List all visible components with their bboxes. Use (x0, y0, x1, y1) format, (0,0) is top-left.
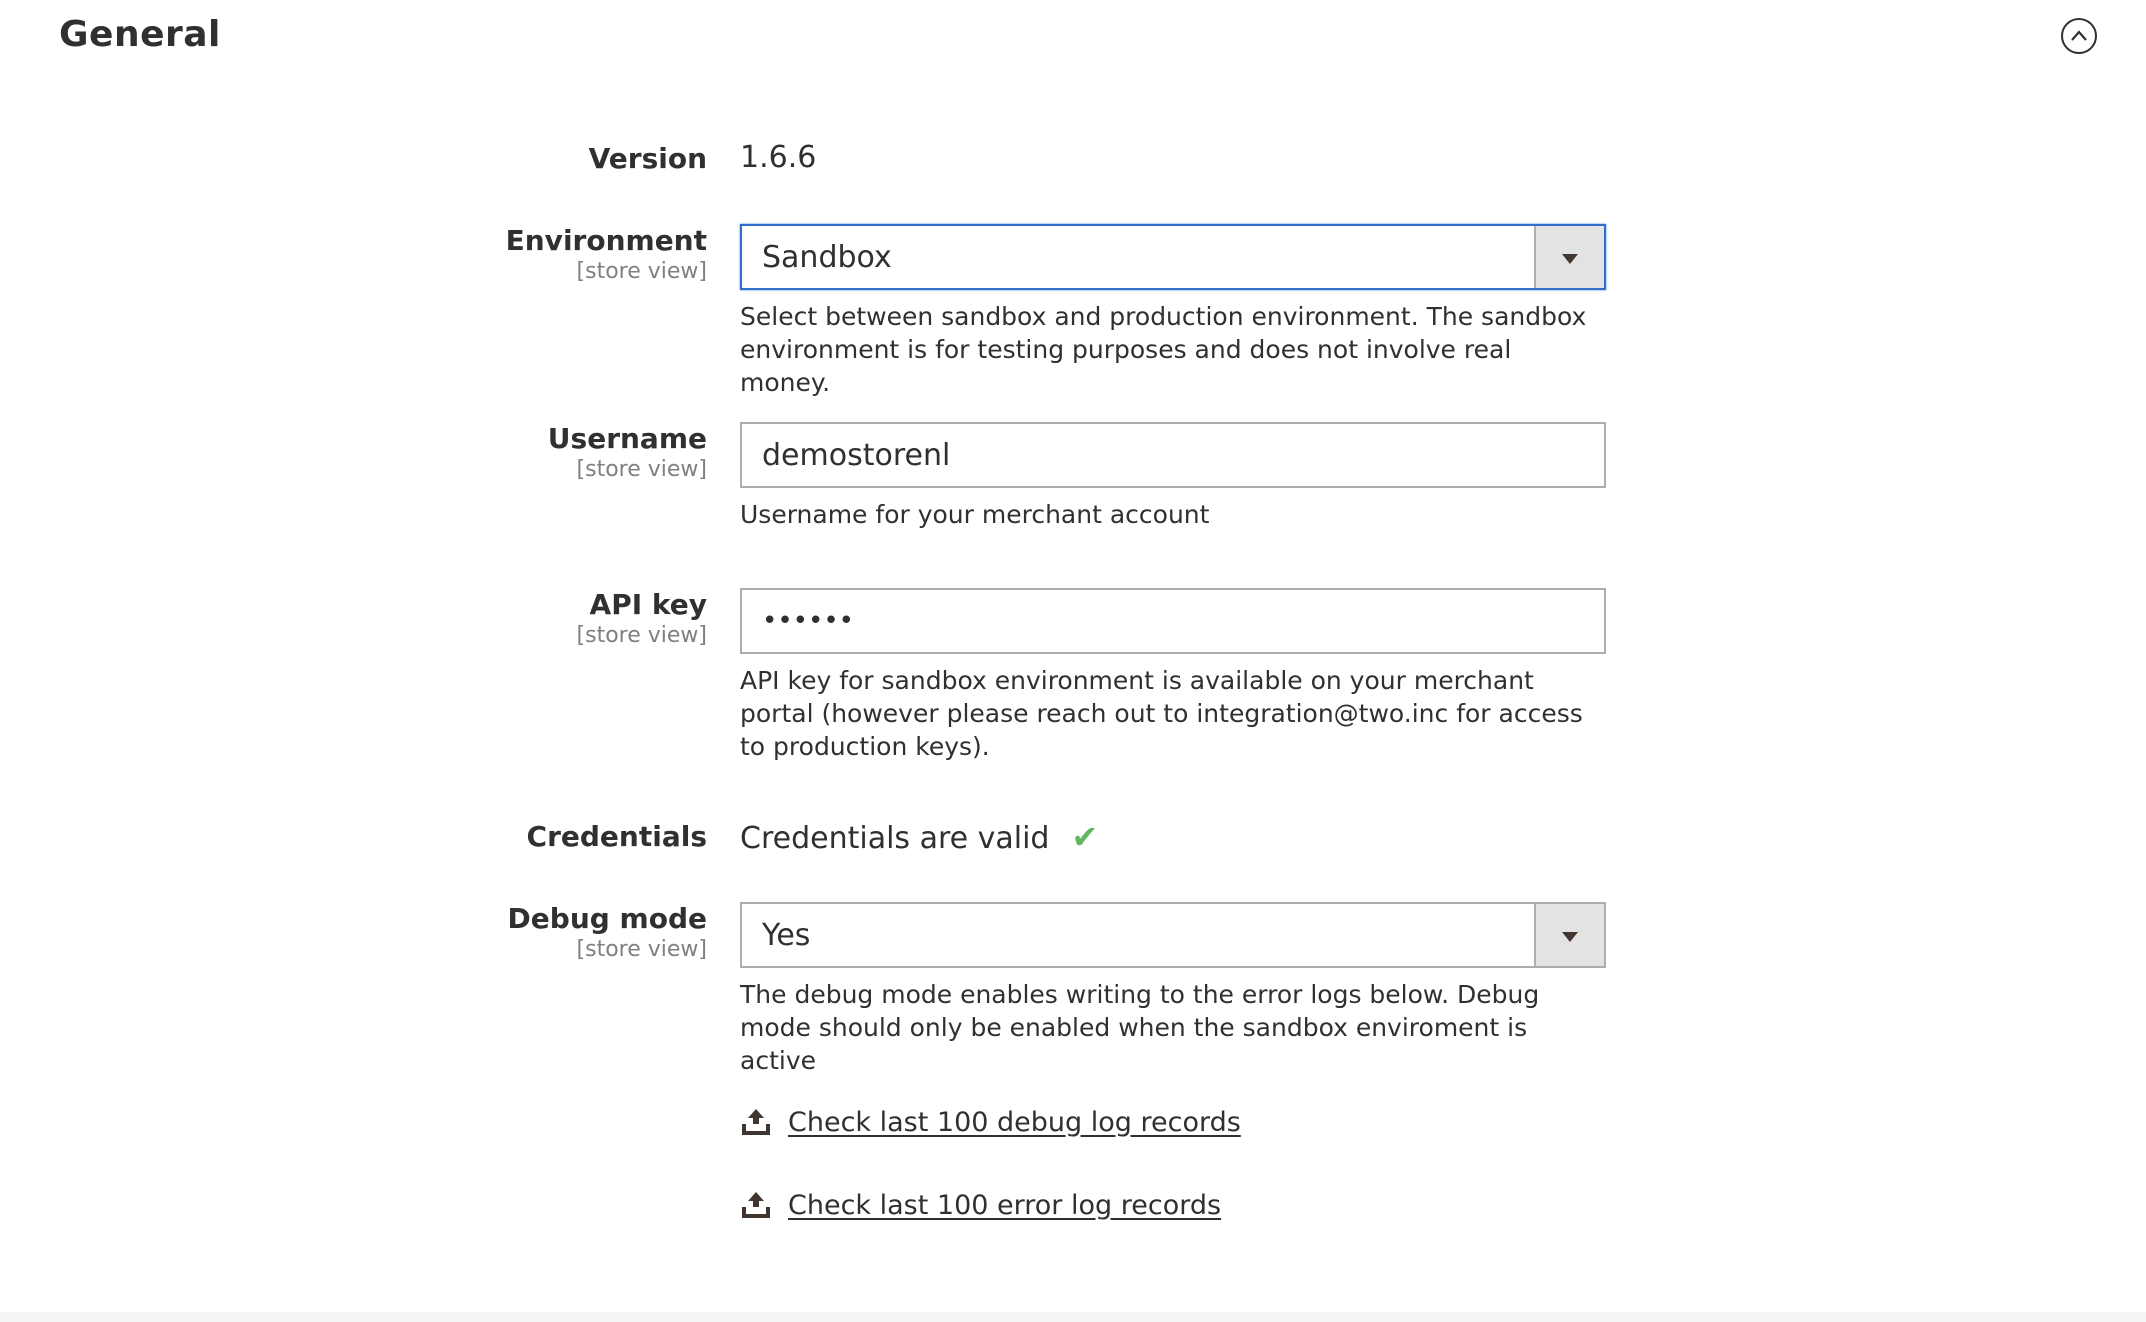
environment-selected-value: Sandbox (762, 240, 892, 275)
environment-label: Environment [store view] (505, 224, 707, 284)
upload-icon (740, 1107, 772, 1137)
credentials-label: Credentials (526, 820, 707, 853)
debug-mode-label: Debug mode [store view] (507, 902, 707, 962)
credentials-status-text: Credentials are valid (740, 821, 1050, 856)
username-scope: [store view] (576, 457, 707, 482)
debug-log-link[interactable] (740, 1102, 1241, 1142)
api-key-value: •••••• (762, 606, 855, 636)
environment-select[interactable] (740, 224, 1606, 290)
username-input[interactable] (740, 422, 1606, 488)
debug-mode-selected-value: Yes (762, 918, 811, 953)
debug-mode-note: The debug mode enables writing to the error logs below. Debug mode should only be enabled when the sandbox enviroment is active (740, 980, 1540, 1075)
api-key-note: API key for sandbox environment is available on your merchant portal (however please reach out to integration@two.inc for access to production keys). (740, 666, 1583, 761)
version-label: Version (588, 142, 707, 175)
api-key-scope: [store view] (576, 623, 707, 648)
environment-note: Select between sandbox and production environment. The sandbox environment is for testing purposes and does not involve real money. (740, 302, 1587, 397)
debug-log-link-text[interactable]: Check last 100 debug log records (788, 1106, 1241, 1138)
credentials-status (740, 818, 1098, 856)
checkmark-icon: ✔ (1071, 818, 1099, 856)
environment-dropdown-arrow[interactable] (1534, 226, 1604, 288)
username-note: Username for your merchant account (740, 500, 1210, 529)
debug-mode-select[interactable] (740, 902, 1606, 968)
upload-icon (740, 1190, 772, 1220)
api-key-label: API key [store view] (576, 588, 707, 648)
error-log-link[interactable] (740, 1185, 1221, 1225)
debug-mode-scope: [store view] (576, 937, 707, 962)
chevron-up-icon (2070, 28, 2088, 44)
collapse-section-button[interactable] (2061, 18, 2097, 54)
username-value: demostorenl (762, 438, 951, 473)
api-key-input[interactable] (740, 588, 1606, 654)
debug-mode-dropdown-arrow[interactable] (1534, 904, 1604, 966)
chevron-down-icon (1562, 254, 1578, 264)
chevron-down-icon (1562, 932, 1578, 942)
username-label: Username [store view] (547, 422, 707, 482)
environment-scope: [store view] (576, 259, 707, 284)
error-log-link-text[interactable]: Check last 100 error log records (788, 1189, 1222, 1221)
section-title: General (59, 14, 221, 55)
section-header (59, 8, 2089, 66)
version-value: 1.6.6 (740, 140, 817, 175)
footer-divider (0, 1312, 2146, 1322)
